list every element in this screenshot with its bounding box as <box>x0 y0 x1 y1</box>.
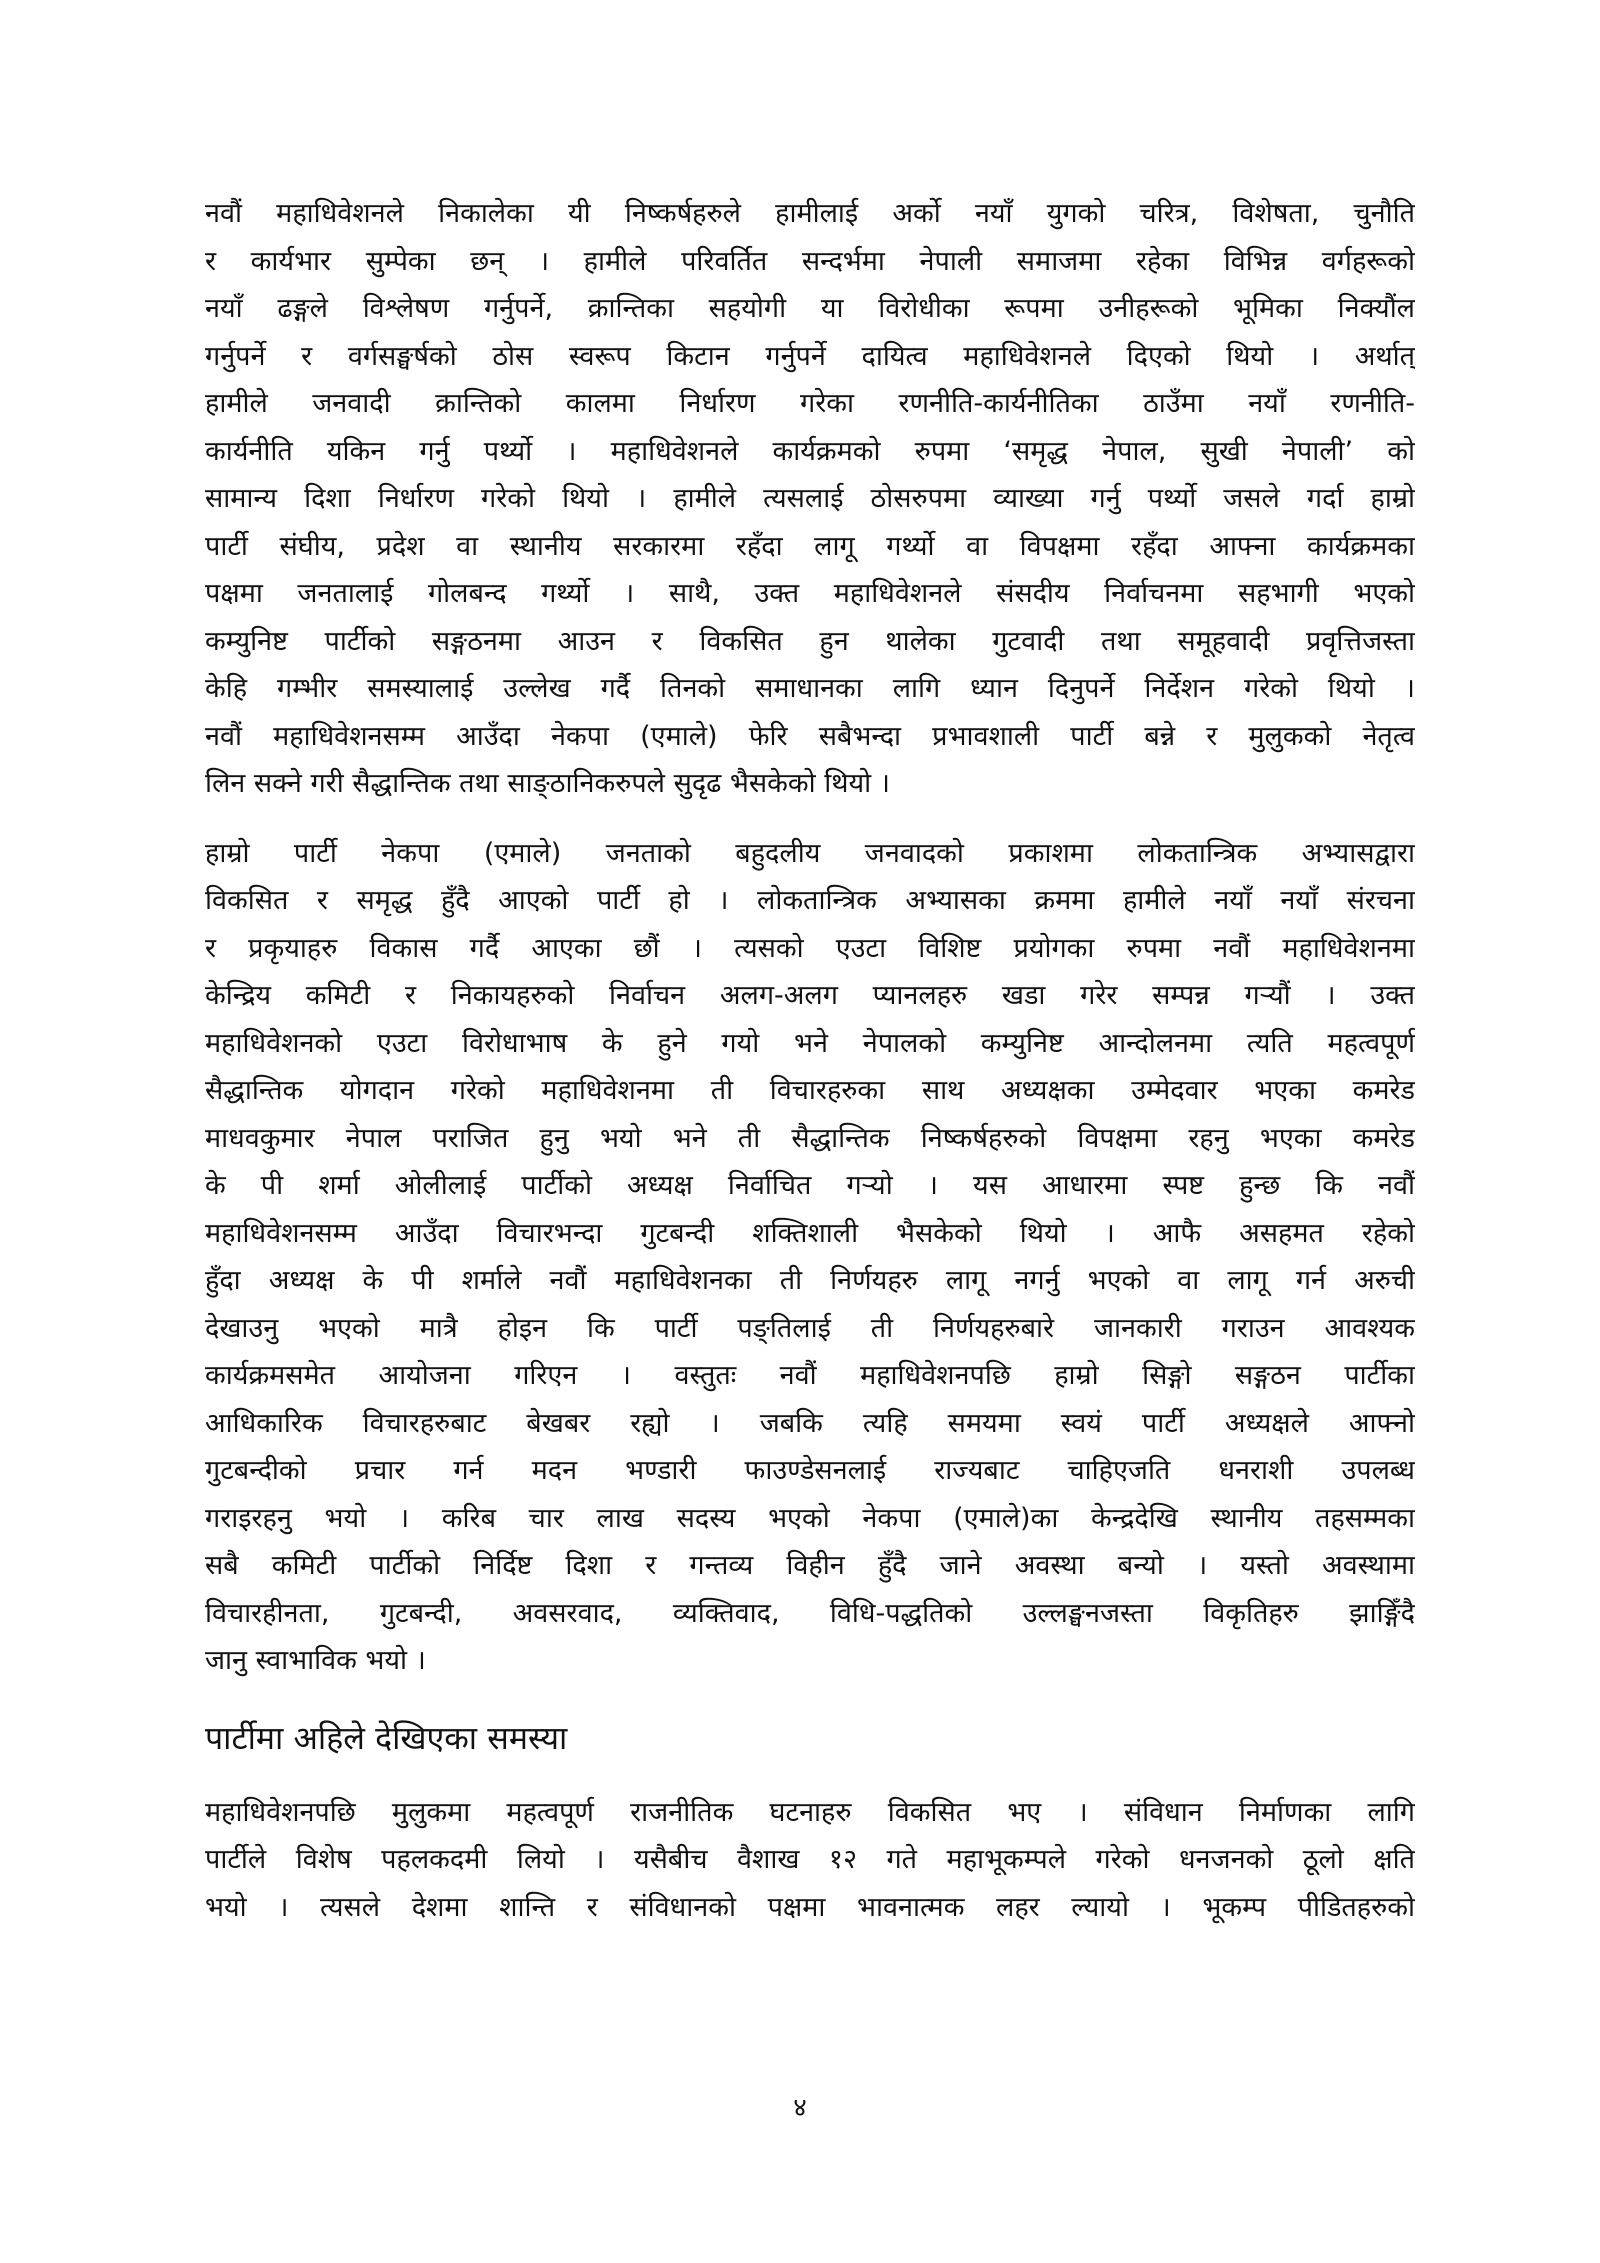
text-line: सबै कमिटी पार्टीको निर्दिष्ट दिशा र गन्तव्य विहीन हुँदै जाने अवस्था बन्यो । यस्तो अवस्थामा <box>205 1550 1415 1581</box>
text-line: गराइरहनु भयो । करिब चार लाख सदस्य भएको नेकपा (एमाले)का केन्द्रदेखि स्थानीय तहसम्मका <box>205 1502 1415 1534</box>
text-line: हामीले जनवादी क्रान्तिको कालमा निर्धारण गरेका रणनीति-कार्यनीतिका ठाउँमा नयाँ रणनीति- <box>205 388 1415 419</box>
text-line: भयो । त्यसले देशमा शान्ति र संविधानको पक्षमा भावनात्मक लहर ल्यायो । भूकम्प पीडितहरुको <box>205 1891 1415 1923</box>
text-line: गुटबन्दीको प्रचार गर्न मदन भण्डारी फाउण्डेसनलाई राज्यबाट चाहिएजति धनराशी उपलब्ध <box>205 1455 1415 1486</box>
text-line: महाधिवेशनको एउटा विरोधाभाष के हुने गयो भने नेपालको कम्युनिष्ट आन्दोलनमा त्यति महत्वपूर्ण <box>205 1027 1415 1059</box>
text-line: सैद्धान्तिक योगदान गरेको महाधिवेशनमा ती विचारहरुका साथ अध्यक्षका उम्मेदवार भएका कमरेड <box>205 1075 1415 1106</box>
paragraph-3 <box>205 1789 1415 1932</box>
text-line: पार्टी संघीय, प्रदेश वा स्थानीय सरकारमा रहँदा लागू गर्थ्यो वा विपक्षमा रहँदा आफ्ना कार्यक्रमका <box>205 530 1415 562</box>
text-line: कार्यनीति यकिन गर्नु पर्थ्यो । महाधिवेशनले कार्यक्रमको रुपमा ‘समृद्ध नेपाल, सुखी नेपाली’ को <box>205 435 1415 467</box>
text-line: नवौं महाधिवेशनले निकालेका यी निष्कर्षहरुले हामीलाई अर्को नयाँ युगको चरित्र, विशेषता, चुनौति <box>205 198 1415 229</box>
text-line: पार्टीले विशेष पहलकदमी लियो । यसैबीच वैशाख १२ गते महाभूकम्पले गरेको धनजनको ठूलो क्षति <box>205 1844 1415 1875</box>
paragraph-1 <box>205 190 1415 808</box>
section-heading: पार्टीमा अहिले देखिएका समस्या <box>205 1718 568 1757</box>
text-line: महाधिवेशनपछि मुलुकमा महत्वपूर्ण राजनीतिक घटनाहरु विकसित भए । संविधान निर्माणका लागि <box>205 1796 1415 1828</box>
text-line: के पी शर्मा ओलीलाई पार्टीको अध्यक्ष निर्वाचित गर्‍यो । यस आधारमा स्पष्ट हुन्छ कि नवौं <box>205 1170 1415 1201</box>
text-line: विचारहीनता, गुटबन्दी, अवसरवाद, व्यक्तिवाद, विधि-पद्धतिको उल्लङ्घनजस्ता विकृतिहरु झाङ्गिँदै <box>205 1597 1415 1629</box>
text-line: गर्नुपर्ने र वर्गसङ्घर्षको ठोस स्वरूप किटान गर्नुपर्ने दायित्व महाधिवेशनले दिएको थियो । अर्थात् <box>205 340 1415 372</box>
text-line: माधवकुमार नेपाल पराजित हुनु भयो भने ती सैद्धान्तिक निष्कर्षहरुको विपक्षमा रहनु भएका कमरेड <box>205 1122 1415 1154</box>
paragraph-2 <box>205 830 1415 1685</box>
text-line: र कार्यभार सुम्पेका छन् । हामीले परिवर्तित सन्दर्भमा नेपाली समाजमा रहेका विभिन्न वर्गहरूको <box>205 245 1415 277</box>
text-line: विकसित र समृद्ध हुँदै आएको पार्टी हो । लोकतान्त्रिक अभ्यासका क्रममा हामीले नयाँ नयाँ संरचना <box>205 885 1415 916</box>
text-line: र प्रकृयाहरु विकास गर्दै आएका छौं । त्यसको एउटा विशिष्ट प्रयोगका रुपमा नवौं महाधिवेशनमा <box>205 932 1415 964</box>
text-line: हाम्रो पार्टी नेकपा (एमाले) जनताको बहुदलीय जनवादको प्रकाशमा लोकतान्त्रिक अभ्यासद्वारा <box>205 837 1415 869</box>
text-line: देखाउनु भएको मात्रै होइन कि पार्टी पङ्तिलाई ती निर्णयहरुबारे जानकारी गराउन आवश्यक <box>205 1312 1415 1344</box>
text-line: कम्युनिष्ट पार्टीको सङ्गठनमा आउन र विकसित हुन थालेका गुटवादी तथा समूहवादी प्रवृत्तिजस्ता <box>205 625 1415 657</box>
text-line: सामान्य दिशा निर्धारण गरेको थियो । हामीले त्यसलाई ठोसरुपमा व्याख्या गर्नु पर्थ्यो जसले गर्दा हाम्रो <box>205 483 1415 514</box>
text-line: कार्यक्रमसमेत आयोजना गरिएन । वस्तुतः नवौं महाधिवेशनपछि हाम्रो सिङ्गो सङ्गठन पार्टीका <box>205 1360 1415 1391</box>
text-line: पक्षमा जनतालाई गोलबन्द गर्थ्यो । साथै, उक्त महाधिवेशनले संसदीय निर्वाचनमा सहभागी भएको <box>205 578 1415 609</box>
text-line: केन्द्रिय कमिटी र निकायहरुको निर्वाचन अलग-अलग प्यानलहरु खडा गरेर सम्पन्न गर्‍यौं । उक्त <box>205 980 1415 1011</box>
text-line: हुँदा अध्यक्ष के पी शर्माले नवौं महाधिवेशनका ती निर्णयहरु लागू नगर्नु भएको वा लागू गर्न अरुची <box>205 1265 1415 1296</box>
text-line: महाधिवेशनसम्म आउँदा विचारभन्दा गुटबन्दी शक्तिशाली भैसकेको थियो । आफै असहमत रहेको <box>205 1217 1415 1249</box>
document-page <box>205 190 1415 1931</box>
text-line: नवौं महाधिवेशनसम्म आउँदा नेकपा (एमाले) फेरि सबैभन्दा प्रभावशाली पार्टी बन्ने र मुलुकको नेतृत्व <box>205 720 1415 752</box>
text-line: जानु स्वाभाविक भयो । <box>205 1645 426 1676</box>
text-line: नयाँ ढङ्गले विश्लेषण गर्नुपर्ने, क्रान्तिका सहयोगी या विरोधीका रूपमा उनीहरूको भूमिका निक्यौंल <box>205 293 1415 324</box>
text-line: लिन सक्ने गरी सैद्धान्तिक तथा साङ्ठानिकरुपले सुदृढ भैसकेको थियो । <box>205 768 890 799</box>
text-line: केहि गम्भीर समस्यालाई उल्लेख गर्दै तिनको समाधानका लागि ध्यान दिनुपर्ने निर्देशन गरेको थियो । <box>205 673 1415 704</box>
text-line: आधिकारिक विचारहरुबाट बेखबर रह्यो । जबकि त्यहि समयमा स्वयं पार्टी अध्यक्षले आफ्नो <box>205 1407 1415 1439</box>
page-number: ४ <box>793 2093 807 2123</box>
